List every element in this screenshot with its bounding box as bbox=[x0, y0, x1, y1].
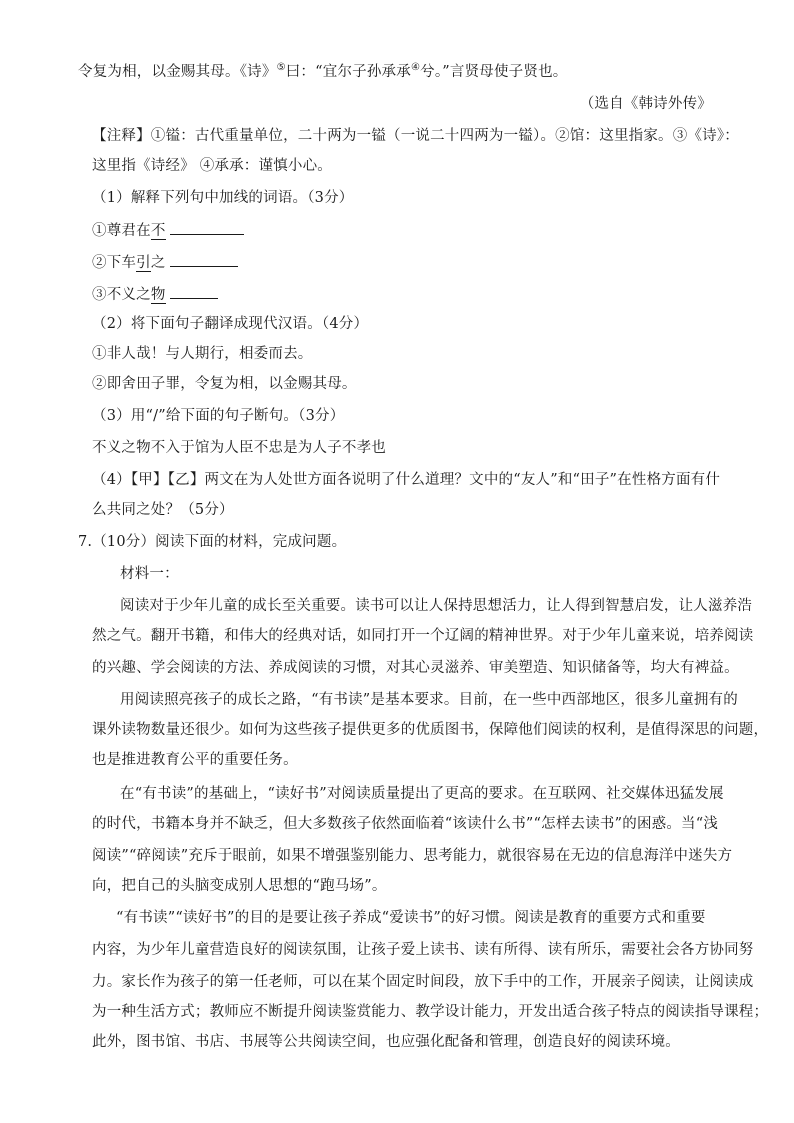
passage-line-1 bbox=[78, 62, 568, 82]
item-text: ③不义之 bbox=[92, 287, 151, 303]
question-1-title: （1）解释下列句中加线的词语。（3分） bbox=[92, 190, 354, 206]
question-1-item-1 bbox=[92, 220, 244, 241]
paragraph-4-line: 力。家长作为孩子的第一任老师，可以在某个固定时间段，放下手中的工作，开展亲子阅读，让阅读成 bbox=[92, 974, 754, 990]
underlined-word: 不 bbox=[150, 223, 166, 239]
question-2-item-1: ①非人哉！与人期行，相委而去。 bbox=[92, 346, 313, 362]
paragraph-4-line: 为一种生活方式；教师应不断提升阅读鉴赏能力、教学设计能力，开发出适合孩子特点的阅读指导课程； bbox=[92, 1004, 769, 1020]
paragraph-3-line: 在“有书读”的基础上，“读好书”对阅读质量提出了更高的要求。在互联网、社交媒体迅猛发展 bbox=[120, 786, 724, 802]
paragraph-3-line: 的时代，书籍本身并不缺乏，但大多数孩子依然面临着“该读什么书”“怎样去读书”的困惑。当“浅 bbox=[92, 816, 719, 832]
notes-line-2: 这里指《诗经》 ④承承：谨慎小心。 bbox=[92, 158, 333, 174]
question-3-title: （3）用“/”给下面的句子断句。（3分） bbox=[92, 408, 345, 424]
paragraph-3-line: 向，把自己的头脑变成别人思想的“跑马场”。 bbox=[92, 878, 387, 894]
underlined-word: 物 bbox=[150, 287, 166, 303]
material-label: 材料一： bbox=[120, 566, 179, 582]
paragraph-1-line: 然之气。翻开书籍，和伟大的经典对话，如同打开一个辽阔的精神世界。对于少年儿童来说，培养阅读 bbox=[92, 628, 754, 644]
question-7-heading: 7.（10分）阅读下面的材料，完成问题。 bbox=[78, 534, 347, 550]
question-4-line-1: （4）【甲】【乙】两文在为人处世方面各说明了什么道理？文中的“友人”和“田子”在性格方面有什 bbox=[92, 472, 721, 488]
item-text: ②下车 bbox=[92, 255, 137, 271]
item-text: ①尊君在 bbox=[92, 223, 151, 239]
question-2-item-2: ②即舍田子罪，令复为相，以金赐其母。 bbox=[92, 376, 357, 392]
source-citation: （选自《韩诗外传》 bbox=[579, 96, 712, 112]
question-1-item-2 bbox=[92, 252, 238, 273]
question-4-line-2: 么共同之处？（5分） bbox=[92, 502, 234, 518]
paragraph-3-line: 阅读”“碎阅读”充斥于眼前，如果不增强鉴别能力、思考能力，就很容易在无边的信息海洋中迷失方 bbox=[92, 848, 733, 864]
paragraph-1-line: 的兴趣、学会阅读的方法、养成阅读的习惯，对其心灵滋养、审美塑造、知识储备等，均大有裨益。 bbox=[92, 660, 739, 676]
passage-text: 兮。”言贤母使子贤也。 bbox=[420, 64, 568, 80]
paragraph-1-line: 阅读对于少年儿童的成长至关重要。读书可以让人保持思想活力，让人得到智慧启发，让人滋养浩 bbox=[120, 598, 753, 614]
answer-blank[interactable] bbox=[170, 252, 238, 267]
underlined-word: 引 bbox=[136, 255, 151, 271]
paragraph-4-line: 内容，为少年儿童营造良好的阅读氛围，让孩子爱上读书、读有所得、读有所乐，需要社会各方协同努 bbox=[92, 942, 754, 958]
item-text: 之 bbox=[150, 255, 166, 271]
paragraph-4-line: “有书读”“读好书”的目的是要让孩子养成“爱读书”的好习惯。阅读是教育的重要方式和重要 bbox=[116, 910, 706, 926]
question-1-item-3 bbox=[92, 284, 218, 305]
question-3-sentence: 不义之物不入于馆为人臣不忠是为人子不孝也 bbox=[92, 440, 386, 456]
paragraph-2-line: 用阅读照亮孩子的成长之路，“有书读”是基本要求。目前，在一些中西部地区，很多儿童拥有的 bbox=[120, 692, 738, 708]
answer-blank[interactable] bbox=[170, 284, 218, 299]
answer-blank[interactable] bbox=[170, 220, 244, 235]
footnote-marker: ⑤ bbox=[276, 62, 286, 74]
footnote-marker: ④ bbox=[410, 62, 421, 74]
passage-text: 曰：“宜尔子孙承承 bbox=[285, 64, 411, 80]
notes-line-1: 【注释】①镒：古代重量单位，二十两为一镒（一说二十四两为一镒）。②馆：这里指家。③《诗》： bbox=[92, 128, 739, 144]
paragraph-4-line: 此外，图书馆、书店、书展等公共阅读空间，也应强化配备和管理，创造良好的阅读环境。 bbox=[92, 1034, 680, 1050]
passage-text: 令复为相，以金赐其母。《诗》 bbox=[78, 64, 277, 80]
paragraph-2-line: 也是推进教育公平的重要任务。 bbox=[92, 752, 298, 768]
question-2-title: （2）将下面句子翻译成现代汉语。（4分） bbox=[92, 316, 369, 332]
paragraph-2-line: 课外读物数量还很少。如何为这些孩子提供更多的优质图书，保障他们阅读的权利，是值得深思的问题， bbox=[92, 722, 769, 738]
